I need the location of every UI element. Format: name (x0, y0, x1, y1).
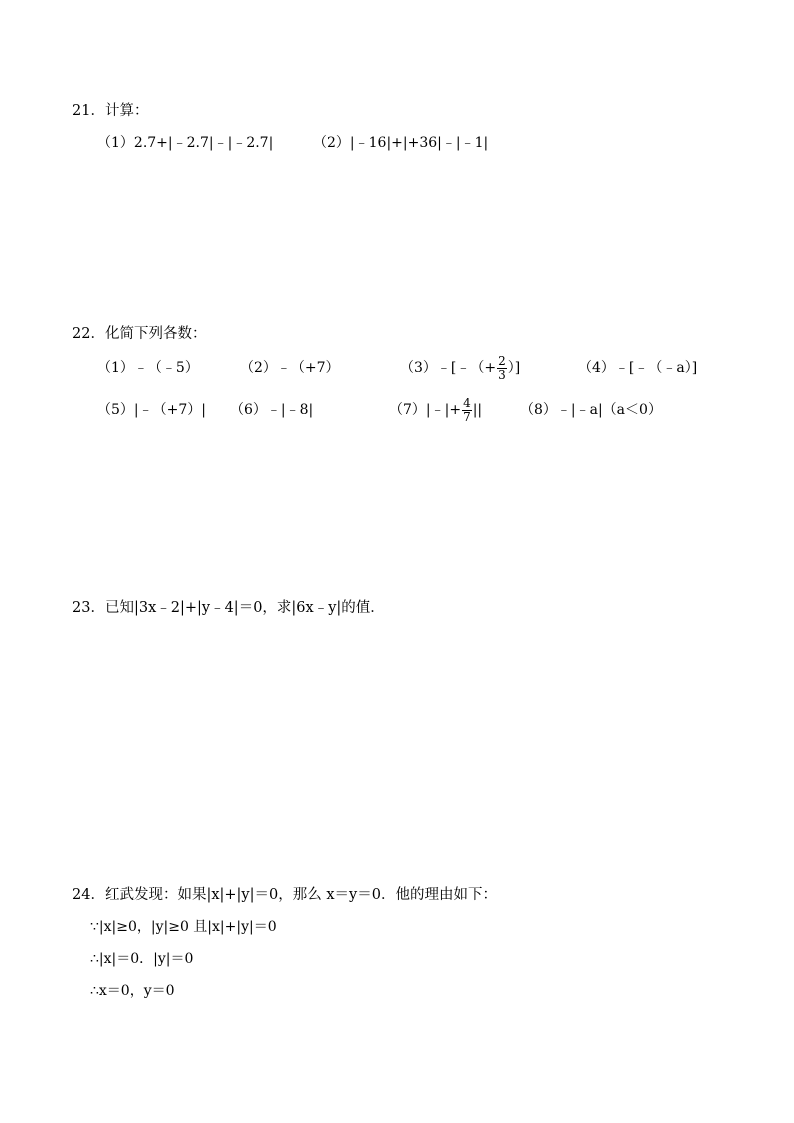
q23-text: 已知|3x﹣2|+|y﹣4|＝0，求|6x﹣y|的值． (104, 600, 385, 616)
q22-item-7-suffix: || (472, 402, 483, 418)
q24-reason-1: ∵|x|≥0，|y|≥0 且|x|+|y|＝0 (90, 919, 277, 935)
q23-number: 23． (72, 600, 105, 616)
fraction-numerator: 2 (498, 353, 506, 368)
q21-number: 21． (72, 103, 105, 119)
fraction-two-thirds (497, 355, 507, 382)
q24-text: 红武发现：如果|x|+|y|＝0，那么 x＝y＝0．他的理由如下： (104, 887, 497, 903)
q22-item-5: （5）|﹣（+7）| (97, 402, 206, 418)
q24-number: 24． (72, 887, 105, 903)
q22-item-4: （4）﹣[﹣（﹣a）] (578, 360, 698, 376)
q24-reason-3: ∴x＝0，y＝0 (90, 983, 175, 999)
q22-item-3-suffix: ）] (507, 360, 521, 376)
q22-item-8: （8）﹣|﹣a|（a＜0） (520, 402, 662, 418)
q21-item-2: （2）|﹣16|+|+36|﹣|﹣1| (313, 135, 489, 151)
fraction-denominator: 7 (463, 409, 471, 424)
q22-item-3-prefix: （3）﹣[﹣（+ (400, 360, 497, 376)
fraction-four-sevenths (462, 397, 472, 424)
q22-number: 22． (72, 326, 105, 342)
q21-header (72, 101, 148, 121)
q23-line (72, 598, 385, 618)
q22-item-1: （1）﹣（﹣5） (97, 360, 199, 376)
q21-title: 计算： (104, 103, 149, 119)
q22-item-2: （2）﹣（+7） (240, 360, 340, 376)
q22-item-3 (400, 352, 520, 384)
q22-item-7-prefix: （7）|﹣|+ (389, 402, 462, 418)
q22-item-7 (389, 394, 482, 426)
fraction-numerator: 4 (463, 395, 471, 410)
q22-title: 化简下列各数： (104, 326, 207, 342)
q24-reason-2: ∴|x|＝0．|y|＝0 (90, 951, 194, 967)
q22-item-6: （6）﹣|﹣8| (230, 402, 314, 418)
q24-line (72, 885, 497, 905)
fraction-denominator: 3 (498, 367, 506, 382)
q22-header (72, 324, 206, 344)
q21-item-1: （1）2.7+|﹣2.7|﹣|﹣2.7| (97, 135, 274, 151)
